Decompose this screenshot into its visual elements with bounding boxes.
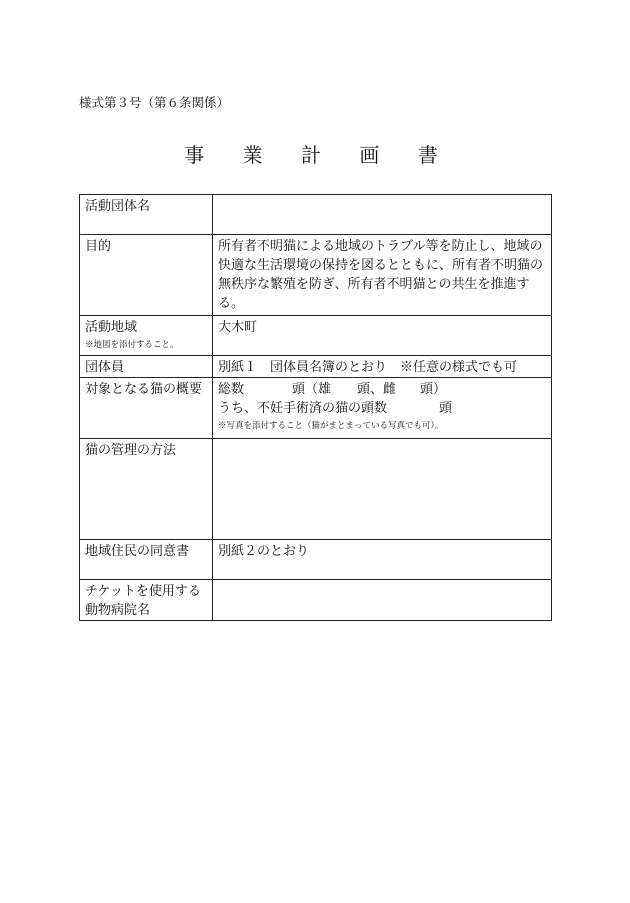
members-label: 団体員	[80, 356, 213, 378]
document-title: 事 業 計 画 書	[184, 143, 454, 167]
cats-neutered-label: うち、不妊手術済の猫の頭数	[218, 401, 388, 416]
area-label: 活動地域	[85, 320, 138, 335]
cats-label: 対象となる猫の概要	[80, 378, 213, 439]
members-value[interactable]	[213, 356, 552, 378]
members-text: 別紙１ 団体員名簿のとおり ※任意の様式でも可	[218, 360, 518, 375]
management-label: 猫の管理の方法	[80, 439, 213, 540]
row-consent	[80, 540, 552, 580]
group-name-value[interactable]	[213, 195, 552, 235]
management-value[interactable]	[213, 439, 552, 540]
row-area	[80, 316, 552, 356]
cats-neutered-line	[218, 399, 546, 418]
row-group-name	[80, 195, 552, 235]
cats-head-female: 頭、雌	[357, 382, 397, 397]
area-label-cell	[80, 316, 213, 356]
row-cats	[80, 378, 552, 439]
hospital-label-line2: 動物病院名	[85, 603, 151, 618]
cats-total-label: 総数	[218, 382, 245, 397]
plan-table	[79, 194, 552, 621]
area-value[interactable]: 大木町	[213, 316, 552, 356]
consent-label: 地域住民の同意書	[80, 540, 213, 580]
cats-head-close: 頭）	[420, 382, 447, 397]
consent-value[interactable]: 別紙２のとおり	[213, 540, 552, 580]
area-map-note: ※地図を添付すること。	[85, 340, 179, 350]
purpose-label: 目的	[80, 235, 213, 316]
purpose-value[interactable]	[213, 235, 552, 316]
row-members	[80, 356, 552, 378]
cats-count-line	[218, 380, 546, 399]
row-hospital	[80, 580, 552, 621]
purpose-text: 所有者不明猫による地域のトラブル等を防止し、地域の快適な生活環境の保持を図るとともに、所有者不明猫の無秩序な繁殖を防ぎ、所有者不明猫との共生を推進する。	[218, 239, 544, 311]
cats-neutered-unit: 頭	[439, 401, 453, 416]
cats-photo-note: ※写真を添付すること（猫がまとまっている写真でも可）。	[218, 421, 444, 431]
row-purpose	[80, 235, 552, 316]
form-number: 様式第３号（第６条関係）	[79, 95, 230, 110]
row-management	[80, 439, 552, 540]
hospital-value[interactable]	[213, 580, 552, 621]
group-name-label: 活動団体名	[80, 195, 213, 235]
cats-value[interactable]	[213, 378, 552, 439]
cats-head-open: 頭（雄	[292, 382, 332, 397]
hospital-label-cell	[80, 580, 213, 621]
hospital-label-line1: チケットを使用する	[85, 584, 201, 599]
